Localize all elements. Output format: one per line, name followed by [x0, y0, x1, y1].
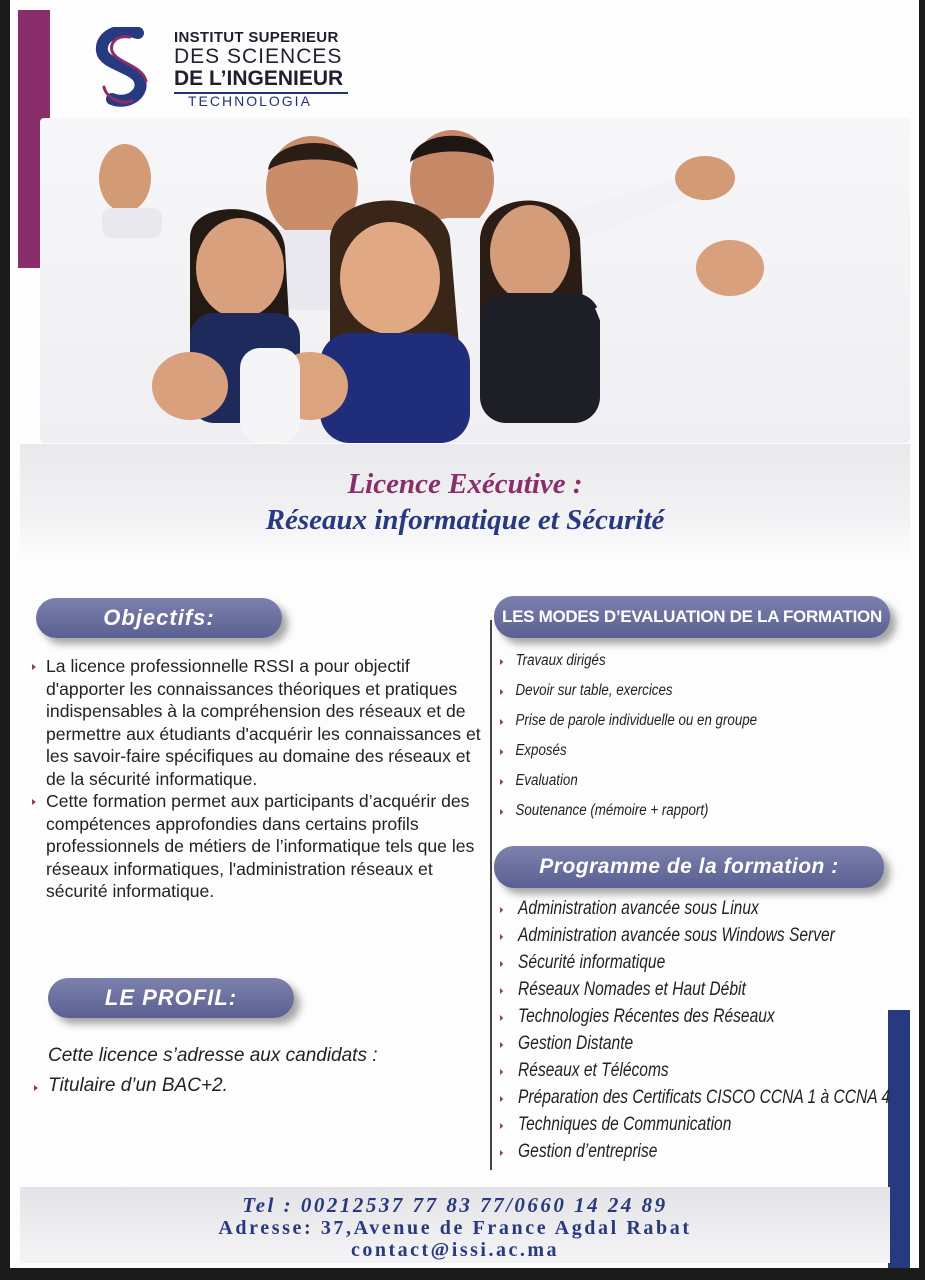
- column-divider: [490, 620, 492, 1170]
- programme-text: Technologies Récentes des Réseaux: [518, 1006, 775, 1027]
- bullet-icon: [500, 961, 503, 967]
- title-band: [20, 444, 910, 568]
- bullet-icon: [500, 689, 503, 695]
- mode-text: Exposés: [515, 742, 567, 759]
- mode-text: Prise de parole individuelle ou en groupe: [515, 712, 758, 729]
- programme-item: [500, 1114, 828, 1141]
- programme-item: [500, 952, 828, 979]
- bullet-icon: [500, 1042, 503, 1048]
- programme-item: [500, 1141, 828, 1168]
- programme-item: [500, 1087, 891, 1114]
- logo-line-2: DES SCIENCES: [174, 45, 343, 68]
- bullet-icon: [500, 988, 503, 994]
- programme-item: [500, 925, 835, 952]
- logo-line-4: TECHNOLOGIA: [174, 92, 348, 109]
- mode-item: [500, 712, 835, 742]
- contact-address: Adresse: 37,Avenue de France Agdal Rabat: [218, 1217, 692, 1239]
- programme-text: Administration avancée sous Linux: [518, 898, 759, 919]
- bullet-icon: [500, 659, 503, 665]
- profil-intro: Cette licence s’adresse aux candidats :: [48, 1045, 378, 1066]
- bullet-icon: [500, 1150, 503, 1156]
- programme-text: Préparation des Certificats CISCO CCNA 1 à CCNA 4: [518, 1087, 891, 1108]
- program-title-line-1: Licence Exécutive :: [347, 468, 583, 500]
- bullet-icon: [500, 1123, 503, 1129]
- bullet-icon: [500, 934, 503, 940]
- programme-text: Réseaux Nomades et Haut Débit: [518, 979, 746, 1000]
- objectifs-list: [32, 655, 492, 903]
- programme-text: Sécurité informatique: [518, 952, 666, 973]
- profil-heading: LE PROFIL:: [48, 978, 294, 1018]
- mode-text: Devoir sur table, exercices: [515, 682, 673, 699]
- profil-item: [34, 1075, 228, 1097]
- mode-text: Evaluation: [515, 772, 578, 789]
- bullet-icon: [32, 799, 36, 805]
- mode-text: Soutenance (mémoire + rapport): [515, 802, 709, 819]
- programme-text: Réseaux et Télécoms: [518, 1060, 669, 1081]
- programme-item: [500, 1060, 828, 1087]
- programme-item: [500, 979, 828, 1006]
- logo-line-1: INSTITUT SUPERIEUR: [174, 29, 339, 46]
- mode-text: Travaux dirigés: [515, 652, 606, 669]
- students-illustration: [40, 118, 910, 443]
- bullet-icon: [500, 809, 503, 815]
- mode-item: [500, 682, 835, 712]
- objectifs-heading: Objectifs:: [36, 598, 282, 638]
- modes-list: [500, 652, 890, 832]
- programme-list: [500, 898, 900, 1168]
- bullet-icon: [32, 664, 36, 670]
- programme-text: Techniques de Communication: [518, 1114, 732, 1135]
- bullet-icon: [500, 1069, 503, 1075]
- program-title-line-2: Réseaux informatique et Sécurité: [265, 504, 665, 536]
- students-photo: [40, 118, 910, 443]
- modes-heading: LES MODES D’EVALUATION DE LA FORMATION: [494, 596, 890, 638]
- objectif-text: Cette formation permet aux participants d’acquérir des compétences approfondies dans certains profils professionnels de métiers de l’informatique tels que les réseaux informatiques, l'administration réseaux et sécurité informatique.: [46, 791, 475, 901]
- frame-bottom: [0, 1268, 925, 1280]
- objectif-item: [32, 790, 492, 903]
- contact-phone: Tel : 00212537 77 83 77/0660 14 24 89: [242, 1193, 668, 1217]
- programme-text: Gestion d’entreprise: [518, 1141, 658, 1162]
- frame-left: [0, 0, 10, 1280]
- mode-item: [500, 652, 835, 682]
- mode-item: [500, 742, 835, 772]
- institute-logo: [90, 25, 370, 109]
- logo-line-3: DE L’INGENIEUR: [174, 67, 344, 90]
- programme-item: [500, 1033, 828, 1060]
- logo-text: [174, 29, 374, 109]
- bullet-icon: [500, 719, 503, 725]
- bullet-icon: [500, 1096, 503, 1102]
- programme-text: Administration avancée sous Windows Server: [518, 925, 835, 946]
- frame-right: [919, 0, 925, 1280]
- bullet-icon: [500, 749, 503, 755]
- bullet-icon: [500, 779, 503, 785]
- mode-item: [500, 802, 835, 832]
- profil-item-text: Titulaire d’un BAC+2.: [48, 1075, 228, 1096]
- programme-heading: Programme de la formation :: [494, 846, 884, 888]
- bullet-icon: [500, 907, 503, 913]
- programme-item: [500, 898, 828, 925]
- objectif-text: La licence professionnelle RSSI a pour objectif d'apporter les connaissances théoriques et pratiques indispensables à la compréhension des réseaux et de permettre aux étudiants d'acquérir les connaissances et les savoir-faire spécifiques au domaine des réseaux et de la sécurité informatique.: [46, 656, 481, 789]
- objectif-item: [32, 655, 492, 790]
- mode-item: [500, 772, 835, 802]
- s-logo-icon: [90, 27, 160, 107]
- programme-item: [500, 1006, 828, 1033]
- bullet-icon: [34, 1085, 38, 1091]
- contact-band: [20, 1187, 890, 1263]
- bullet-icon: [500, 1015, 503, 1021]
- flyer-page: [10, 0, 919, 1268]
- contact-email: contact@issi.ac.ma: [350, 1239, 560, 1261]
- programme-text: Gestion Distante: [518, 1033, 634, 1054]
